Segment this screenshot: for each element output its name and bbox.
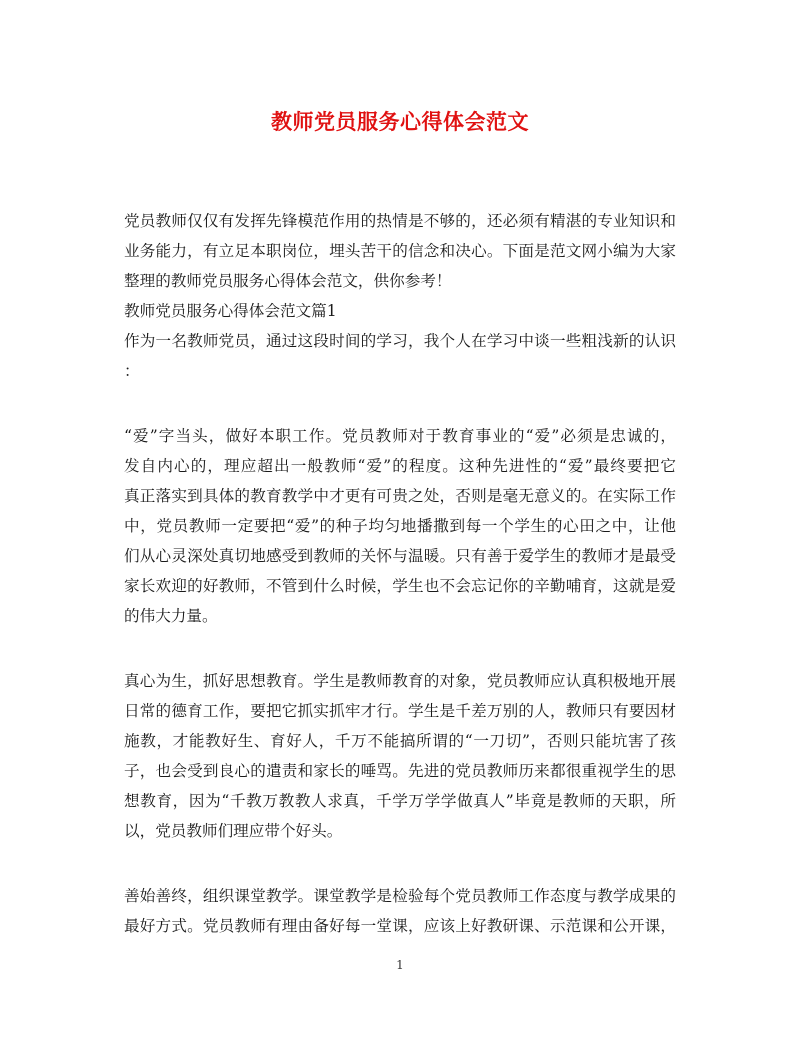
document-title: 教师党员服务心得体会范文 (271, 109, 529, 134)
text-line: 整理的教师党员服务心得体会范文，供你参考！ (124, 272, 452, 290)
text-line: 最好方式。党员教师有理由备好每一堂课，应该上好教研课、示范课和公开课， (124, 917, 676, 935)
paragraph-thought-education (124, 666, 676, 846)
paragraph-gap (124, 631, 676, 666)
text-line: 日常的德育工作，要把它抓实抓牢才行。学生是千差万别的人，教师只有要因材 (124, 702, 676, 720)
text-line: 家长欢迎的好教师，不管到什么时候，学生也不会忘记你的辛勤哺育，这就是爱 (124, 577, 676, 595)
text-line: “爱”字当头，做好本职工作。党员教师对于教育事业的“爱”必须是忠诚的， (124, 427, 676, 445)
paragraph-gap (124, 846, 676, 881)
text-line: 以，党员教师们理应带个好头。 (124, 822, 343, 840)
text-line: 党员教师仅仅有发挥先锋模范作用的热情是不够的，还必须有精湛的专业知识和 (124, 212, 676, 230)
text-line: 教师党员服务心得体会范文篇1 (124, 302, 337, 320)
section-heading (124, 296, 676, 326)
text-line: 的伟大力量。 (124, 607, 218, 625)
paragraph-gap (124, 386, 676, 421)
text-line: 作为一名教师党员，通过这段时间的学习，我个人在学习中谈一些粗浅新的认识 (124, 332, 676, 350)
intro-paragraph (124, 206, 676, 296)
text-line: 真正落实到具体的教育教学中才更有可贵之处，否则是毫无意义的。在实际工作 (124, 487, 676, 505)
text-line: 们从心灵深处真切地感受到教师的关怀与温暖。只有善于爱学生的教师才是最受 (124, 547, 676, 565)
text-line: 子，也会受到良心的遣责和家长的唾骂。先进的党员教师历来都很重视学生的思 (124, 762, 676, 780)
paragraph-love (124, 421, 676, 631)
text-line: 想教育，因为“千教万教教人求真，千学万学学做真人”毕竟是教师的天职，所 (124, 792, 676, 810)
text-line: 真心为生，抓好思想教育。学生是教师教育的对象，党员教师应认真积极地开展 (124, 672, 676, 690)
page-number: 1 (396, 958, 404, 972)
paragraph-classroom-teaching (124, 881, 676, 941)
text-line: 业务能力，有立足本职岗位，埋头苦干的信念和决心。下面是范文网小编为大家 (124, 242, 676, 260)
opening-paragraph (124, 326, 676, 386)
document-body (124, 206, 676, 941)
text-line: 善始善终，组织课堂教学。课堂教学是检验每个党员教师工作态度与教学成果的 (124, 887, 676, 905)
text-line: ： (124, 362, 140, 380)
text-line: 中，党员教师一定要把“爱”的种子均匀地播撒到每一个学生的心田之中，让他 (124, 517, 676, 535)
text-line: 发自内心的，理应超出一般教师“爱”的程度。这种先进性的“爱”最终要把它 (124, 457, 676, 475)
text-line: 施教，才能教好生、育好人，千万不能搞所谓的“一刀切”，否则只能坑害了孩 (124, 732, 676, 750)
